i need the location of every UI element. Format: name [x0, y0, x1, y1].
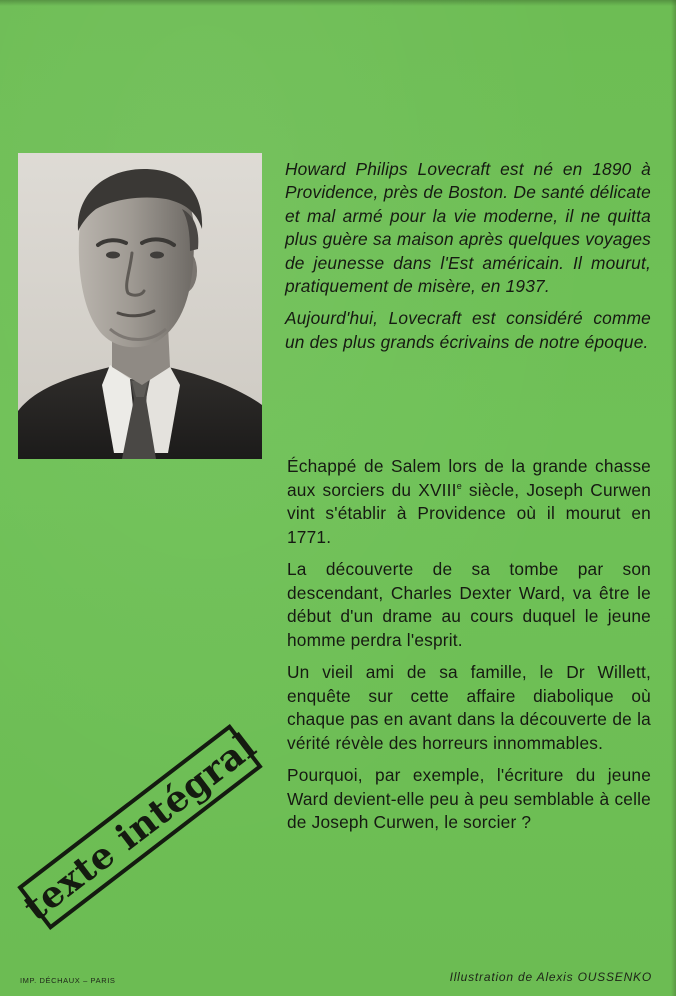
printer-credit: IMP. DÉCHAUX – PARIS	[20, 976, 116, 985]
century-superscript: e	[456, 480, 462, 491]
synopsis-paragraph-2: La découverte de sa tombe par son descendant, Charles Dexter Ward, va être le début d'un drame au cours duquel le jeune homme perdra l'esprit.	[287, 559, 651, 650]
synopsis-p1-start: Échappé de Salem lors de la grande chasse aux sorciers du XVIII	[287, 456, 651, 500]
stamp-label: texte intégral	[15, 724, 265, 930]
portrait-illustration	[18, 153, 262, 459]
top-edge-shadow	[0, 0, 676, 6]
right-edge-shadow	[671, 0, 676, 996]
illustration-credit: Illustration de Alexis OUSSENKO	[449, 970, 652, 984]
synopsis-paragraph-3: Un vieil ami de sa famille, le Dr Willett, enquête sur cette affaire diabolique où chaque pas en avant dans la découverte de la vérité révèle des horreurs innommables.	[287, 662, 651, 753]
bio-paragraph-2: Aujourd'hui, Lovecraft est considéré comme un des plus grands écrivains de notre époque.	[285, 308, 651, 352]
synopsis-p1-end: siècle, Joseph Curwen vint s'établir à Providence où il mourut en 1771.	[287, 479, 652, 547]
author-biography	[285, 158, 651, 363]
bio-paragraph-1: Howard Philips Lovecraft est né en 1890 à Providence, près de Boston. De santé délicate et mal armé pour la vie moderne, il ne quitta plus guère sa maison après quelques voyages de jeunesse dans l'Est américain. Il mourut, pratiquement de misère, en 1937.	[285, 159, 651, 297]
author-portrait-photo	[18, 153, 262, 459]
synopsis-paragraph-4: Pourquoi, par exemple, l'écriture du jeune Ward devient-elle peu à peu semblable à celle de Joseph Curwen, le sorcier ?	[287, 765, 651, 832]
texte-integral-stamp	[15, 724, 265, 930]
book-synopsis	[287, 455, 651, 844]
synopsis-paragraph-1	[287, 455, 651, 549]
